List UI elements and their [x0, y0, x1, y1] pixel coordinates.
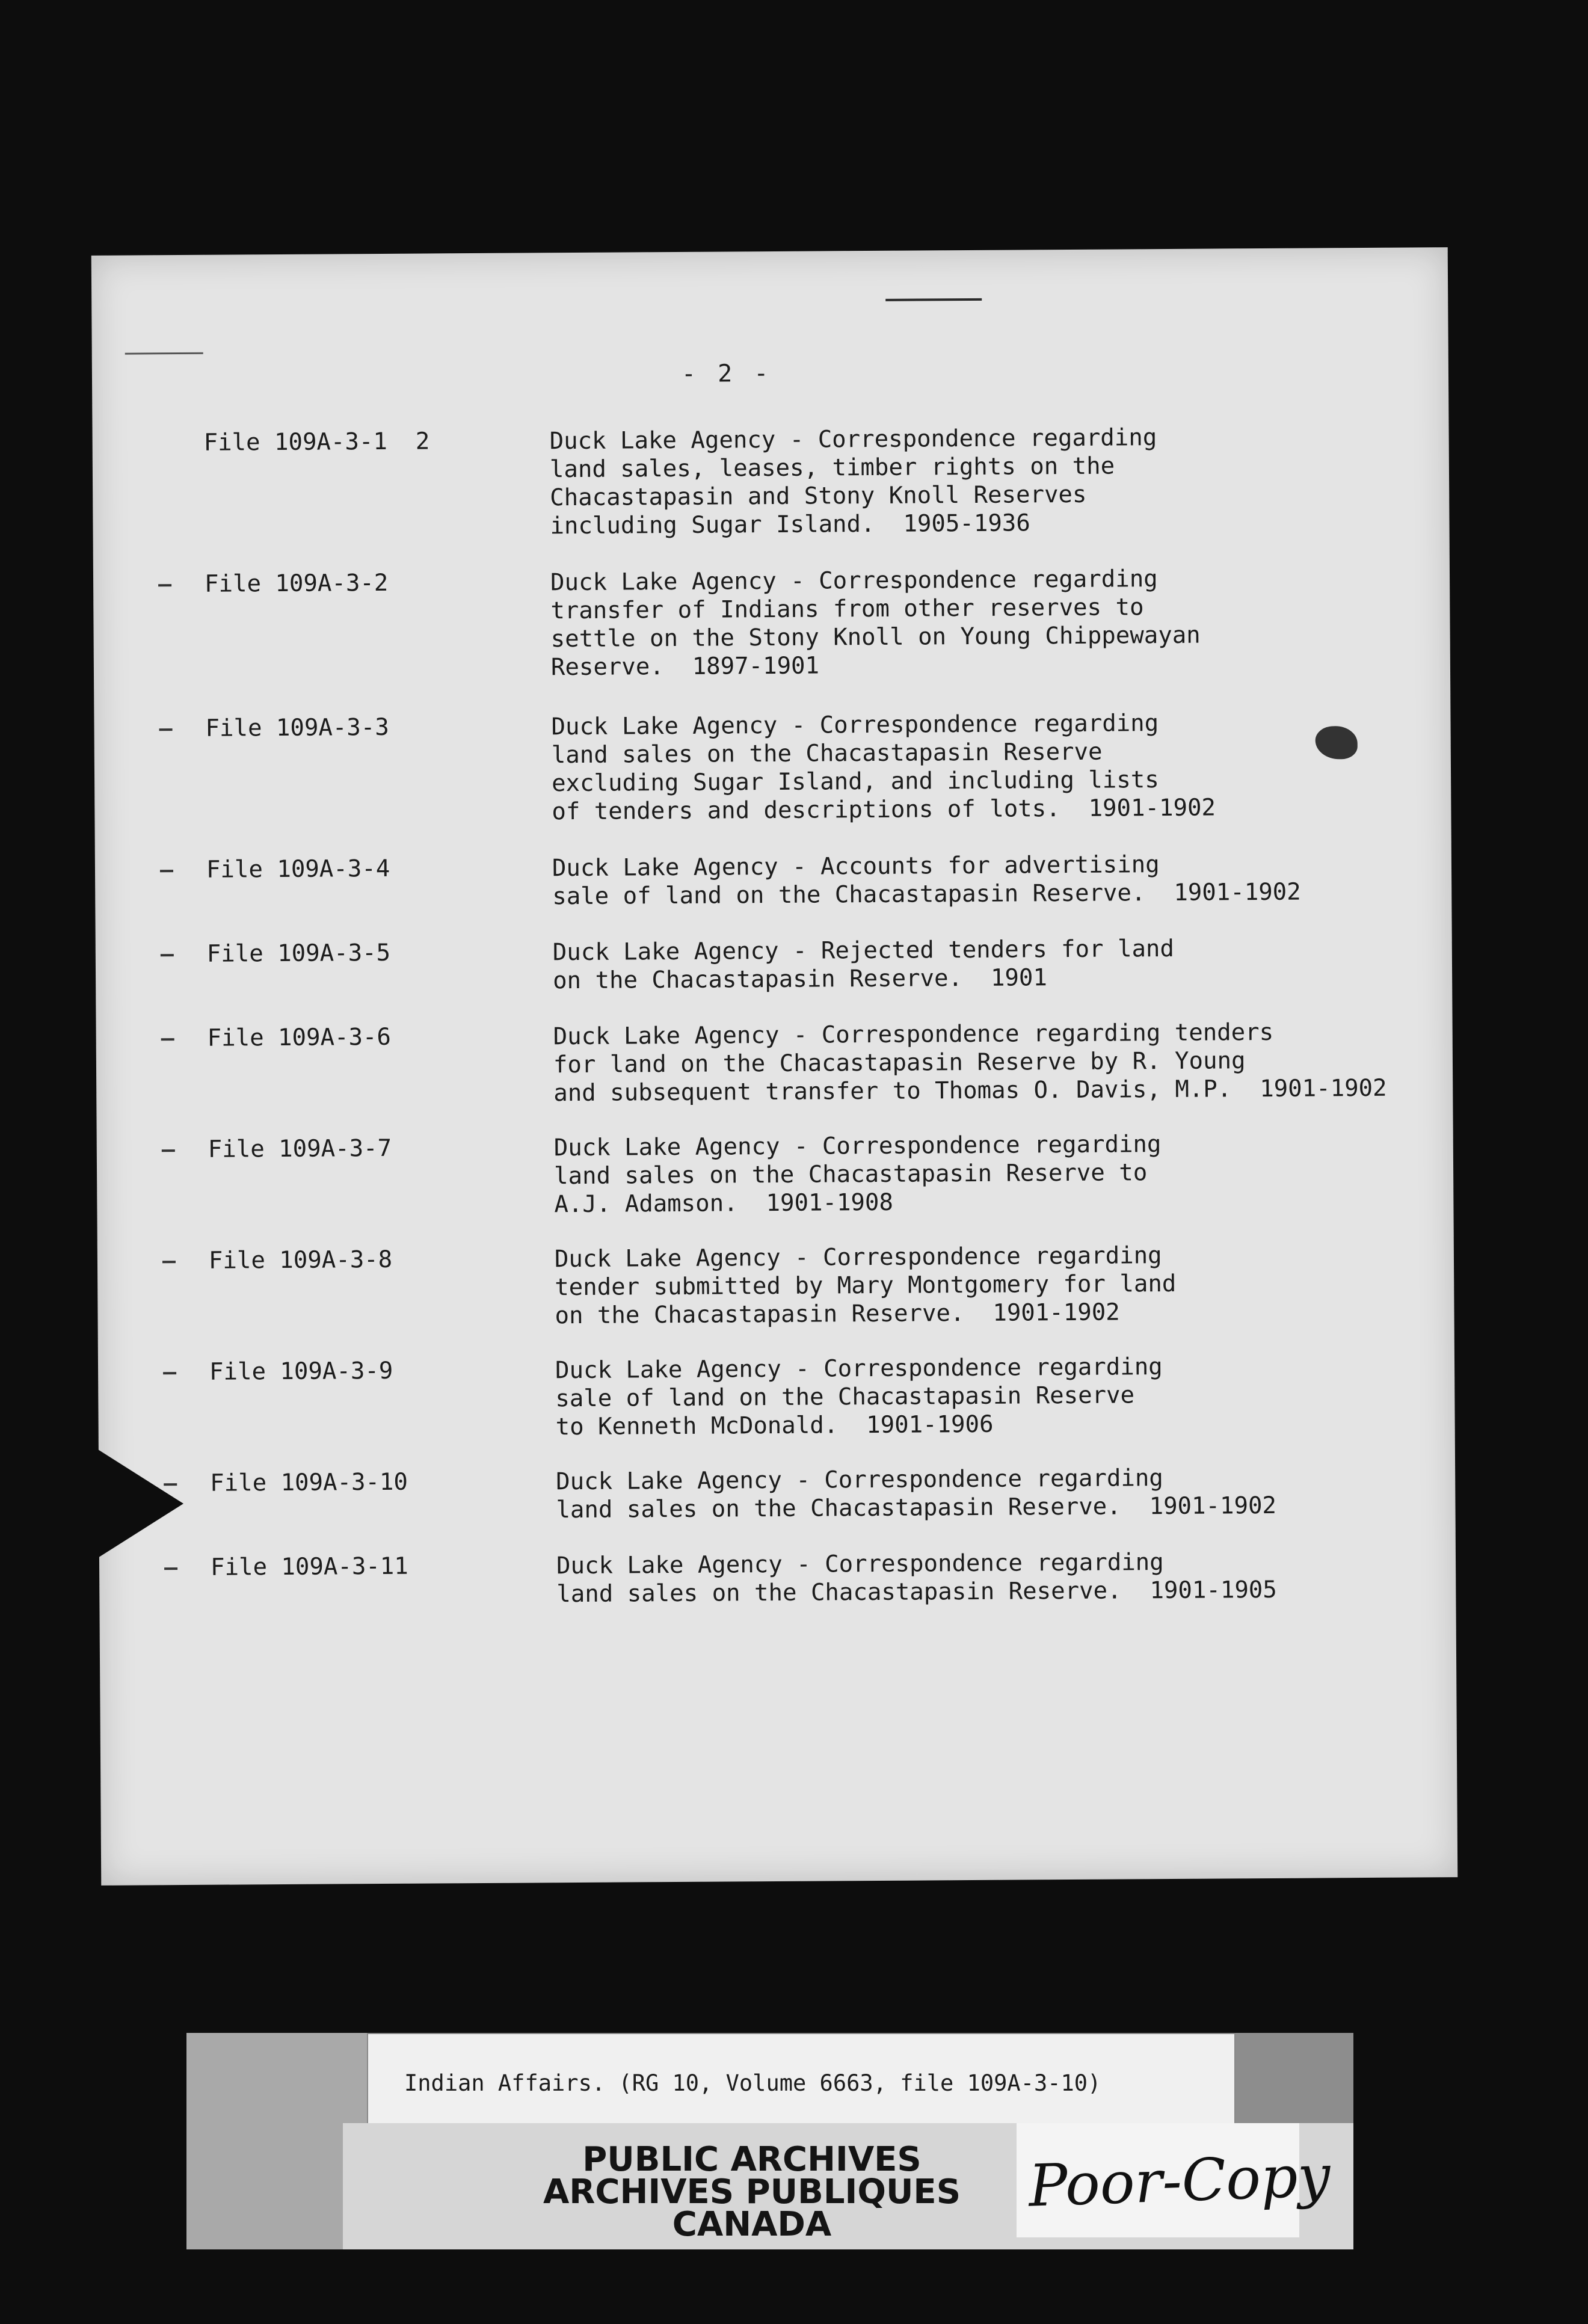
description-line: Duck Lake Agency - Rejected tenders for land [552, 935, 1175, 967]
description-line: A.J. Adamson. 1901-1908 [554, 1188, 894, 1219]
description-line: Chacastapasin and Stony Knoll Reserves [550, 481, 1087, 512]
strip-shade [186, 2033, 367, 2249]
margin-tick-mark [159, 728, 173, 731]
ink-mark [885, 298, 982, 301]
stamp-line-canada: CANADA [672, 2205, 832, 2244]
file-number: File 109A-3-2 [204, 569, 389, 598]
margin-tick-mark [161, 1038, 174, 1041]
description-line: Duck Lake Agency - Correspondence regarding [554, 1242, 1162, 1273]
file-number: File 109A-3-5 [206, 939, 391, 968]
description-line: land sales, leases, timber rights on the [549, 452, 1115, 484]
archive-label-strip [186, 2033, 1353, 2249]
margin-tick-mark [162, 1149, 175, 1152]
file-entry [98, 1351, 1454, 1441]
description-line: including Sugar Island. 1905-1936 [550, 509, 1030, 540]
reference-caption-box [367, 2033, 1236, 2126]
file-number: File 109A-3-10 [210, 1468, 408, 1497]
margin-tick-mark [158, 584, 171, 586]
file-description [552, 849, 1443, 911]
file-entry [93, 422, 1449, 540]
description-line: Duck Lake Agency - Correspondence regarding [555, 1353, 1163, 1385]
description-line: Duck Lake Agency - Correspondence regarding [556, 1549, 1164, 1580]
file-entry [95, 849, 1451, 911]
file-number: File 109A-3-8 [208, 1246, 393, 1274]
description-line: sale of land on the Chacastapasin Reserve [555, 1382, 1135, 1413]
description-line: Duck Lake Agency - Correspondence regarding [550, 565, 1158, 597]
description-line: Duck Lake Agency - Accounts for advertising [552, 851, 1160, 882]
description-line: land sales on the Chacastapasin Reserve to [553, 1159, 1148, 1190]
description-line: excluding Sugar Island, and including lists [551, 766, 1159, 798]
margin-tick-mark [164, 1567, 177, 1570]
file-number: File 109A-3-6 [207, 1023, 392, 1052]
description-line: tender submitted by Mary Montgomery for land [555, 1270, 1177, 1302]
description-line: to Kenneth McDonald. 1901-1906 [555, 1410, 994, 1441]
margin-tick-mark [162, 1261, 176, 1263]
file-entry [94, 707, 1450, 826]
stamp-line-public-archives: PUBLIC ARCHIVES [582, 2140, 922, 2179]
file-description [554, 1128, 1445, 1219]
description-line: land sales on the Chacastapasin Reserve. 1901-1902 [556, 1492, 1277, 1524]
file-description [553, 933, 1444, 995]
file-list [91, 247, 1448, 1608]
description-line: and subsequent transfer to Thomas O. Davis, M.P. 1901-1902 [553, 1074, 1387, 1107]
reference-caption: Indian Affairs. (RG 10, Volume 6663, file 109A-3-10) [404, 2070, 1101, 2096]
description-line: transfer of Indians from other reserves to [550, 594, 1144, 625]
file-number: File 109A-3-3 [205, 713, 389, 742]
margin-tick-mark [163, 1372, 176, 1374]
file-number: File 109A-3-11 [210, 1552, 408, 1581]
poor-copy-note [1017, 2123, 1332, 2237]
ink-mark [125, 352, 203, 355]
file-number: File 109A-3-9 [209, 1357, 393, 1386]
file-description [553, 1017, 1444, 1107]
description-line: settle on the Stony Knoll on Young Chippewayan [550, 621, 1201, 653]
margin-tick-mark [161, 954, 174, 956]
description-line: on the Chacastapasin Reserve. 1901 [552, 964, 1048, 995]
file-entry [96, 1017, 1453, 1107]
description-line: Duck Lake Agency - Correspondence regarding [549, 424, 1157, 455]
file-number: File 109A-3-1 2 [203, 428, 430, 456]
file-entry [93, 563, 1450, 681]
description-line: Reserve. 1897-1901 [550, 652, 820, 681]
description-line: sale of land on the Chacastapasin Reserve. 1901-1902 [552, 878, 1301, 911]
stamp-line-archives-publiques: ARCHIVES PUBLIQUES [543, 2172, 961, 2212]
poor-copy-text: Poor-Copy [1027, 2142, 1332, 2220]
file-description [550, 422, 1441, 540]
description-line: on the Chacastapasin Reserve. 1901-1902 [555, 1299, 1120, 1330]
document-page [91, 247, 1458, 1886]
page-number: - 2 - [681, 360, 772, 388]
file-entry [96, 933, 1452, 995]
description-line: land sales on the Chacastapasin Reserve. 1901-1905 [556, 1576, 1277, 1608]
file-entry [97, 1128, 1453, 1219]
description-line: Duck Lake Agency - Correspondence regarding [556, 1465, 1163, 1496]
file-description [556, 1462, 1447, 1524]
margin-tick-mark [160, 870, 173, 872]
file-entry [99, 1546, 1456, 1608]
file-number: File 109A-3-7 [208, 1134, 392, 1163]
file-entry [97, 1240, 1454, 1330]
file-description [555, 1351, 1446, 1441]
file-number: File 109A-3-4 [206, 855, 390, 884]
description-line: Duck Lake Agency - Correspondence regarding [553, 1131, 1162, 1162]
file-description [555, 1240, 1445, 1330]
description-line: for land on the Chacastapasin Reserve by R. Young [553, 1047, 1246, 1079]
file-entry [99, 1462, 1455, 1524]
description-line: land sales on the Chacastapasin Reserve [551, 738, 1103, 769]
file-description [550, 563, 1441, 681]
file-description [556, 1546, 1447, 1608]
description-line: of tenders and descriptions of lots. 1901-1902 [552, 794, 1216, 826]
file-description [551, 707, 1442, 826]
paper-tab-shadow [93, 1446, 183, 1561]
description-line: Duck Lake Agency - Correspondence regarding tenders [553, 1018, 1274, 1051]
description-line: Duck Lake Agency - Correspondence regarding [551, 710, 1159, 741]
